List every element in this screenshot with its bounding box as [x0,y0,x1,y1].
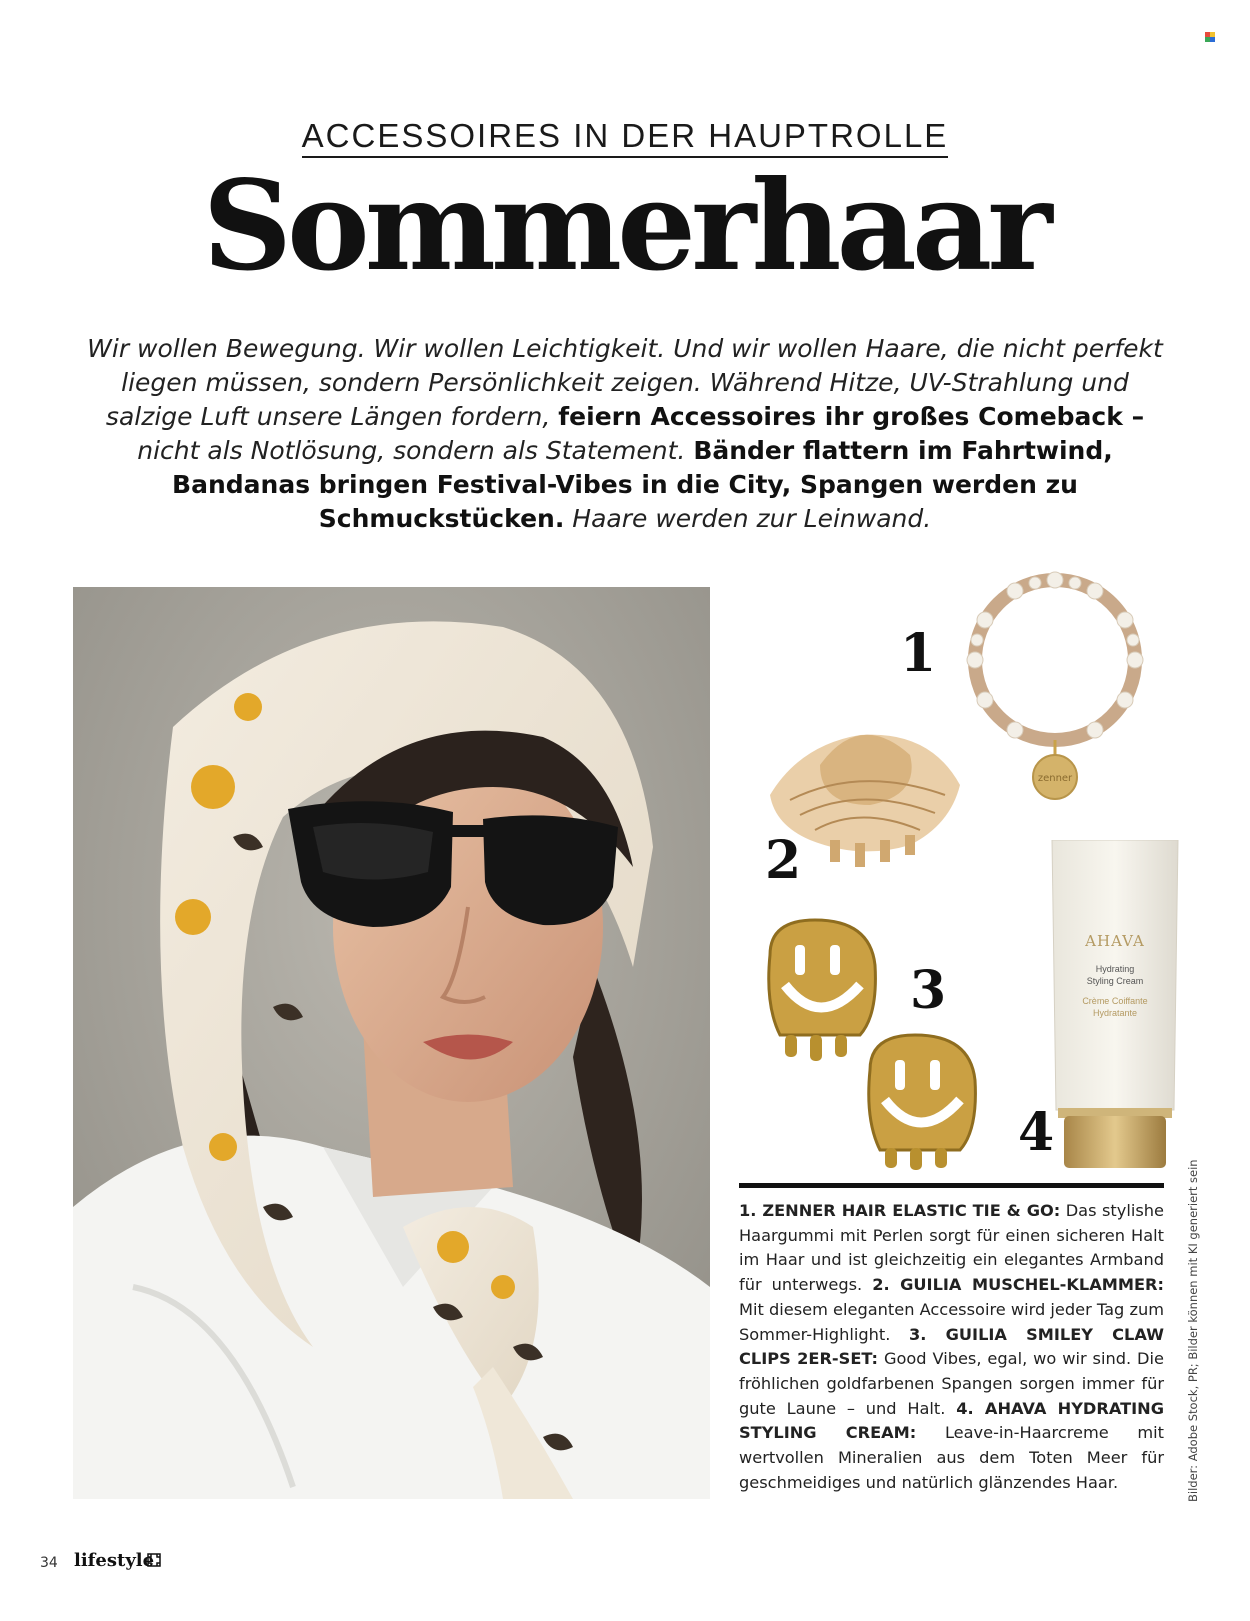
tube-line-4: Hydratante [1092,1008,1138,1018]
product-number-3: 3 [910,960,947,1021]
product-number-2: 2 [765,830,802,891]
kicker: ACCESSOIRES IN DER HAUPTROLLE [0,117,1250,155]
intro-bold-1: feiern Accessoires ihr großes Comeback – [558,402,1145,431]
caption-heading-2: 2. GUILIA MUSCHEL-KLAMMER: [872,1275,1164,1295]
magazine-name: lifestyle [74,1550,155,1571]
caption-text-4: Leave-in-Haarcreme mit wertvollen Mineralien aus dem Toten Meer für geschmeidiges und natürlich glänzendes Haar. [739,1423,1164,1492]
caption-heading-1: 1. ZENNER HAIR ELASTIC TIE & GO: [739,1201,1061,1220]
intro-part-3: Haare werden zur Leinwand. [572,504,932,533]
intro-part-2: nicht als Notlösung, sondern als Statement. [137,436,686,465]
magazine-logo-icon [147,1553,161,1567]
caption-text-1: Das stylishe Haargummi mit Perlen sorgt für einen sicheren Halt im Haar und ist gleichzeitig ein elegantes Armband für unterwegs. [739,1201,1164,1295]
product-number-4: 4 [1018,1102,1055,1163]
product-number-1: 1 [900,623,937,684]
smiley-claw-clips-image [760,915,990,1175]
tube-line-3: Crème Coiffante [1082,996,1148,1006]
caption-text-3: Good Vibes, egal, wo wir sind. Die fröhlichen goldfarbenen Spangen sorgen immer für gute Laune – und Halt. [739,1349,1164,1418]
ahava-cream-tube-image [1050,840,1180,1170]
tube-line-1: Hydrating [1095,964,1135,974]
product-caption [739,1199,1164,1495]
tube-line-2: Styling Cream [1086,976,1144,986]
pearl-hair-tie-image [945,565,1170,815]
caption-divider [739,1183,1164,1188]
pendant-label: zenner [1037,773,1073,784]
caption-heading-4: 4. AHAVA HYDRATING STYLING CREAM: [739,1398,1165,1443]
caption-text-2: Mit diesem eleganten Accessoire wird jeder Tag zum Sommer-Highlight. [739,1299,1164,1344]
intro-part-1: Wir wollen Bewegung. Wir wollen Leichtigkeit. Und wir wollen Haare, die nicht perfekt liegen müssen, sondern Persönlichkeit zeigen. Während Hitze, UV-Strahlung und salzige Luft unsere Längen fordern, [87,334,1163,431]
image-credit: Bilder: Adobe Stock, PR; Bilder können mit KI generiert sein [1186,1159,1200,1502]
intro-bold-2: Bänder flattern im Fahrtwind, Bandanas bringen Festival-Vibes in die City, Spangen werden zu Schmuckstücken. [172,436,1113,533]
portrait-photo [73,587,710,1499]
caption-heading-3: 3. GUILIA SMILEY CLAW CLIPS 2ER-SET: [739,1324,1164,1369]
color-mark-icon [1205,32,1215,42]
page-number: 34 [40,1555,58,1571]
tube-brand: AHAVA [1085,932,1145,950]
intro-text [85,332,1165,536]
page-title: Sommerhaar [202,154,1048,299]
